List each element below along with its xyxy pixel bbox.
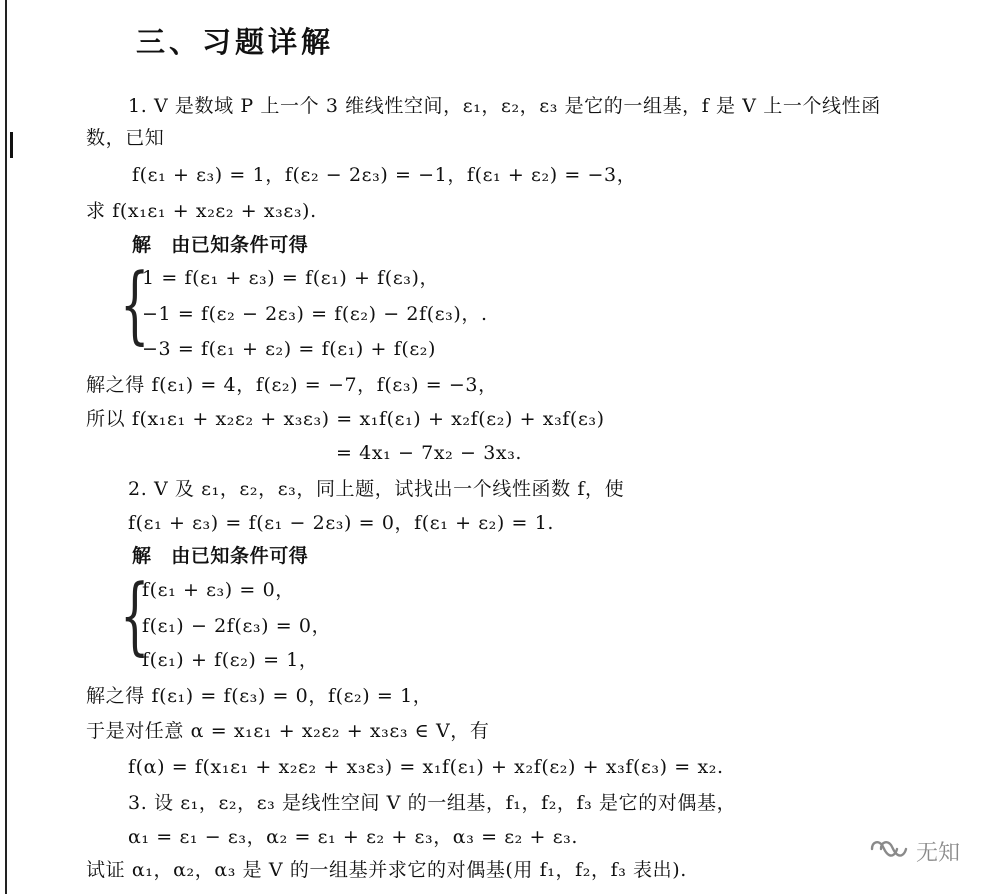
problem2-given: f(ε₁ + ε₃) = f(ε₁ − 2ε₃) = 0，f(ε₁ + ε₂) = 1. [128, 512, 555, 534]
section-title: 三、习题详解 [136, 25, 335, 59]
problem2-final: f(α) = f(x₁ε₁ + x₂ε₂ + x₃ε₃) = x₁f(ε₁) + x₂f(ε₂) + x₃f(ε₃) = x₂. [128, 756, 724, 778]
problem2-system-eq1: f(ε₁ + ε₃) = 0， [142, 579, 295, 601]
page-edge-mark [10, 132, 13, 158]
problem2-statement: 2. V 及 ε₁，ε₂，ε₃，同上题，试找出一个线性函数 f，使 [128, 478, 625, 500]
problem3-statement-line1: 3. 设 ε₁，ε₂，ε₃ 是线性空间 V 的一组基，f₁，f₂，f₃ 是它的对偶基， [128, 792, 737, 814]
problem1-statement-line2: 数，已知 [86, 127, 165, 149]
wechat-channel-icon [868, 837, 910, 867]
problem1-statement-line1: 1. V 是数域 P 上一个 3 维线性空间，ε₁，ε₂，ε₃ 是它的一组基，f 是 V 上一个线性函 [128, 95, 881, 117]
problem2-system-brace: { [120, 566, 150, 664]
problem1-system-eq2: −1 = f(ε₂ − 2ε₃) = f(ε₂) − 2f(ε₃)，. [142, 303, 488, 325]
problem2-system-eq3: f(ε₁) + f(ε₂) = 1， [142, 649, 319, 671]
problem1-result: 解之得 f(ε₁) = 4，f(ε₂) = −7，f(ε₃) = −3， [86, 374, 498, 396]
watermark [868, 836, 960, 867]
problem3-definition: α₁ = ε₁ − ε₃，α₂ = ε₁ + ε₂ + ε₃，α₃ = ε₂ + ε₃. [128, 826, 578, 848]
problem1-system-eq1: 1 = f(ε₁ + ε₃) = f(ε₁) + f(ε₃)， [142, 267, 440, 289]
problem1-system-eq3: −3 = f(ε₁ + ε₂) = f(ε₁) + f(ε₂) [142, 338, 437, 360]
page-left-border [5, 0, 7, 894]
problem1-conclusion-line2: = 4x₁ − 7x₂ − 3x₃. [336, 442, 523, 464]
problem1-solution-heading: 解 由已知条件可得 [132, 234, 309, 256]
watermark-text: 无知 [916, 841, 961, 866]
problem2-system-eq2: f(ε₁) − 2f(ε₃) = 0， [142, 615, 332, 637]
problem2-solution-heading: 解 由已知条件可得 [132, 545, 309, 567]
problem2-any-alpha: 于是对任意 α = x₁ε₁ + x₂ε₂ + x₃ε₃ ∈ V，有 [86, 720, 490, 742]
problem1-given: f(ε₁ + ε₃) = 1，f(ε₂ − 2ε₃) = −1，f(ε₁ + ε₂) = −3， [132, 164, 637, 186]
problem1-ask: 求 f(x₁ε₁ + x₂ε₂ + x₃ε₃). [86, 200, 317, 222]
problem3-task: 试证 α₁，α₂，α₃ 是 V 的一组基并求它的对偶基(用 f₁，f₂，f₃ 表出). [86, 859, 687, 881]
problem2-result: 解之得 f(ε₁) = f(ε₃) = 0，f(ε₂) = 1， [86, 685, 433, 707]
problem1-system-brace: { [120, 255, 150, 353]
problem1-conclusion-line1: 所以 f(x₁ε₁ + x₂ε₂ + x₃ε₃) = x₁f(ε₁) + x₂f(ε₂) + x₃f(ε₃) [86, 408, 605, 430]
